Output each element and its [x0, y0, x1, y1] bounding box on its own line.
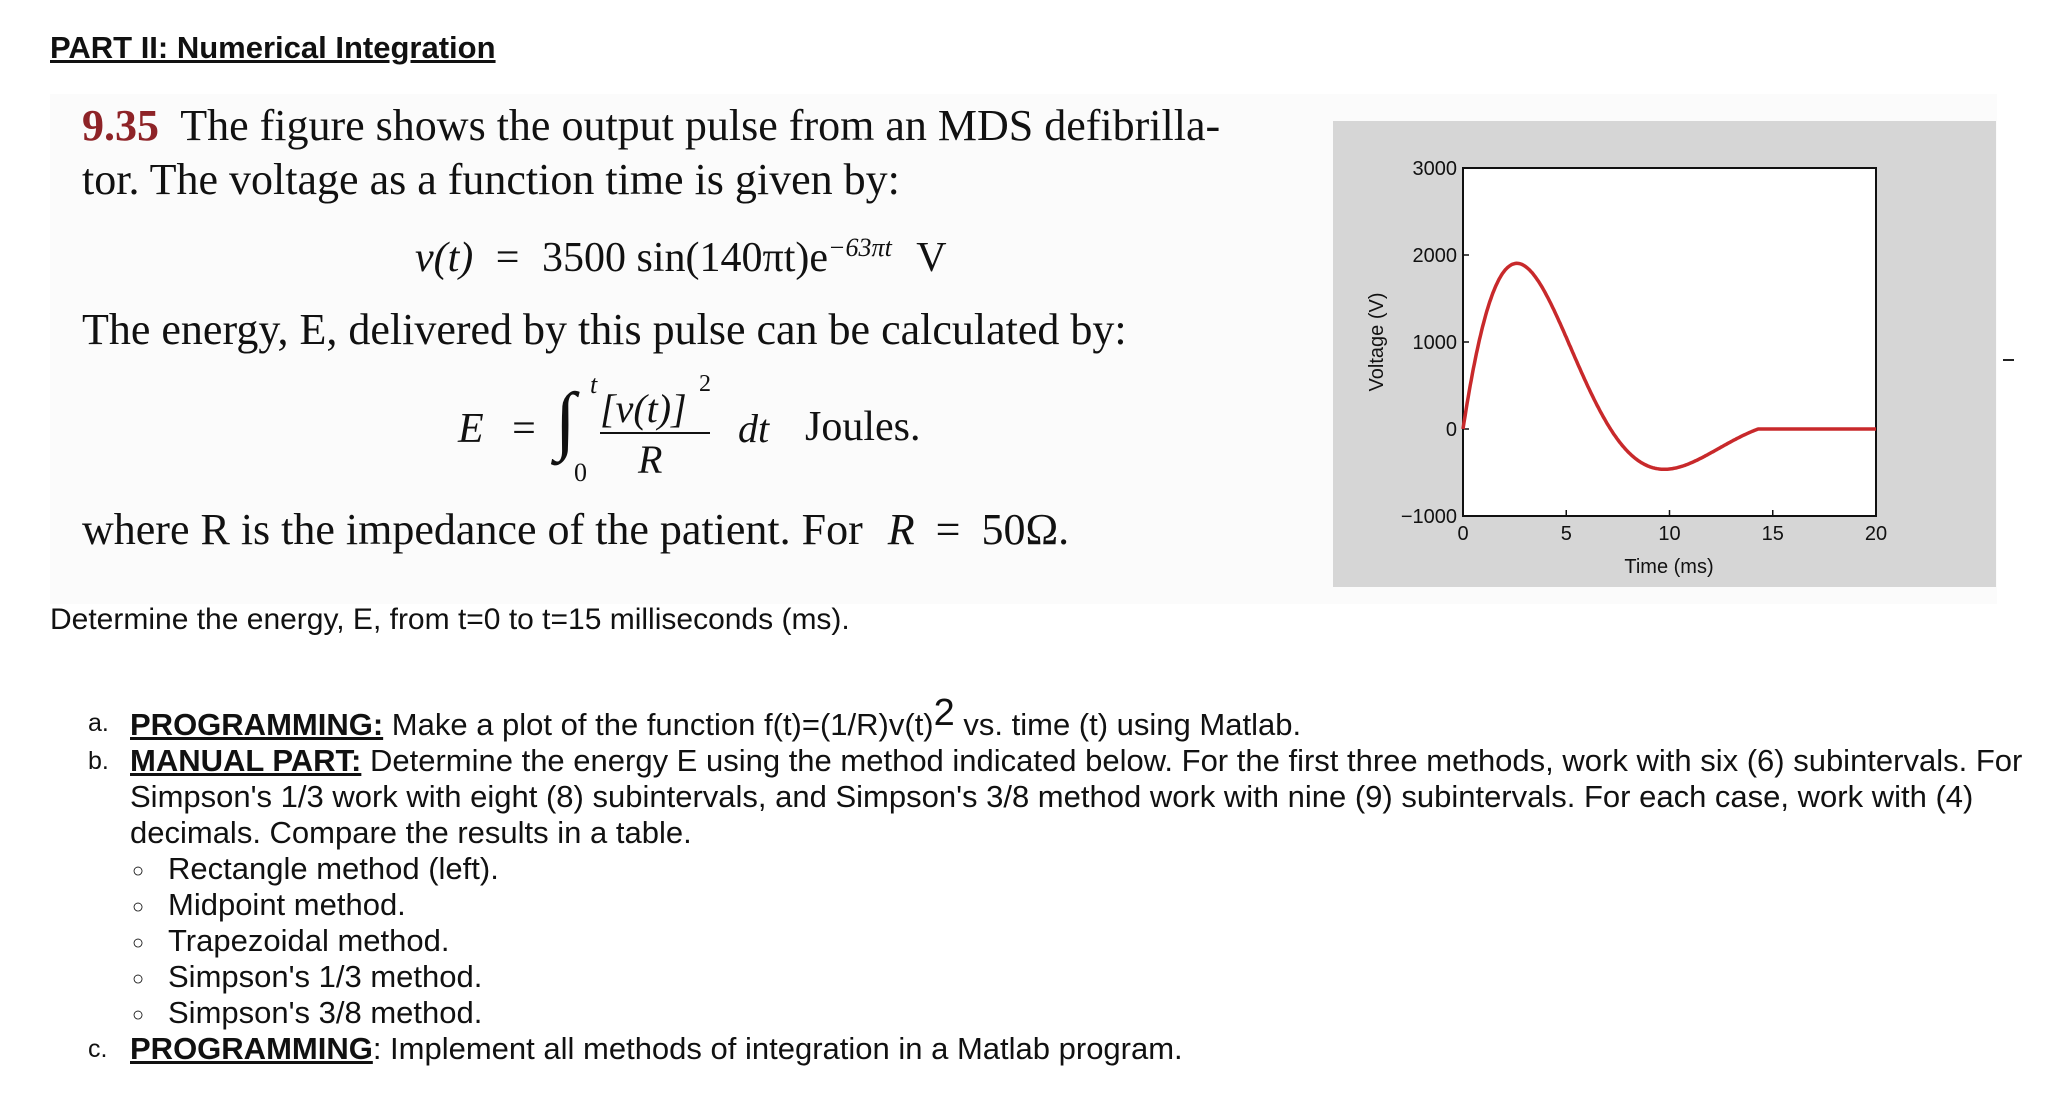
task-b-text: Determine the energy E using the method indicated below. For the first three methods, work with six (6) subintervals. For Simpson's 1/3 work with eight (8) subintervals, and Simpson's 3/8 method work with nine (9) subintervals. For each case, work with (4) decimals. Compare the results in a table. [130, 743, 2023, 850]
integrand-exponent: 2 [699, 371, 711, 397]
task-b-head: MANUAL PART: [130, 743, 362, 778]
energy-eq-equals: = [512, 406, 536, 452]
energy-line: The energy, E, delivered by this pulse can be calculated by: [82, 305, 1127, 354]
plot-area [1463, 168, 1876, 516]
integral-upper-limit: t [590, 370, 598, 399]
x-tick-label: 20 [1864, 523, 1888, 545]
where-r: R [887, 505, 915, 554]
voltage-eq-rhs: 3500 sin(140πt)e [541, 235, 828, 281]
y-tick-label: −1000 [1400, 506, 1457, 528]
integral-sign: ∫ [555, 378, 576, 462]
integrand-numerator-text: [v(t)] [600, 386, 687, 431]
task-b-letter: b. [88, 747, 109, 775]
where-equals: = [935, 505, 961, 554]
integrand-denominator: R [638, 437, 663, 482]
task-c-letter: c. [88, 1035, 108, 1063]
stray-tick-mark [2003, 359, 2014, 361]
x-tick-label: 15 [1761, 523, 1784, 545]
where-line [82, 504, 1069, 555]
problem-intro-line1 [82, 100, 1220, 151]
task-a-head: PROGRAMMING: [130, 707, 384, 742]
where-value: 50Ω. [981, 505, 1070, 554]
integral-lower-limit: 0 [574, 458, 587, 487]
voltage-eq-unit: V [916, 235, 947, 281]
y-tick-label: 1000 [1412, 332, 1457, 354]
task-c-head: PROGRAMMING [130, 1031, 373, 1066]
x-tick-label: 10 [1658, 523, 1681, 545]
task-c-text: : Implement all methods of integration in a Matlab program. [372, 1031, 1183, 1066]
y-tick-label: 2000 [1412, 245, 1457, 267]
where-line-text: where R is the impedance of the patient. For [82, 505, 863, 554]
energy-eq-lhs [458, 405, 536, 453]
task-c [88, 1031, 2048, 1067]
integrand-dt: dt [738, 406, 770, 451]
task-b [88, 743, 2048, 851]
task-a-superscript: 2 [933, 692, 955, 734]
x-tick-label: 0 [1457, 523, 1469, 545]
energy-eq-e: E [458, 406, 484, 452]
method-item: ○ Rectangle method (left). [168, 851, 2048, 887]
method-item: ○ Midpoint method. [168, 887, 2048, 923]
pulse-chart [1333, 121, 1996, 587]
determine-instruction: Determine the energy, E, from t=0 to t=15 milliseconds (ms). [50, 603, 850, 636]
voltage-equation [415, 233, 947, 282]
method-item: ○ Simpson's 3/8 method. [168, 995, 2048, 1031]
y-axis-label: Voltage (V) [1366, 292, 1388, 392]
task-a [88, 692, 2048, 743]
method-item: ○ Simpson's 1/3 method. [168, 959, 2048, 995]
fraction-bar [600, 432, 710, 434]
y-tick-label: 0 [1445, 419, 1457, 441]
voltage-eq-exponent: −63πt [828, 233, 892, 262]
energy-eq-unit: Joules. [805, 404, 921, 450]
integrand-numerator [600, 385, 687, 432]
problem-number: 9.35 [82, 101, 159, 150]
task-a-text: Make a plot of the function f(t)=(1/R)v(t) [391, 707, 934, 742]
y-tick-label: 3000 [1412, 158, 1457, 180]
x-tick-label: 5 [1560, 523, 1572, 545]
x-axis-label: Time (ms) [1624, 556, 1714, 578]
problem-intro-text1: The figure shows the output pulse from an MDS defibrilla- [180, 101, 1221, 150]
method-list [88, 851, 2048, 1031]
task-list [88, 692, 2048, 1067]
voltage-eq-equals: = [495, 235, 520, 281]
method-item: ○ Trapezoidal method. [168, 923, 2048, 959]
voltage-eq-lhs: v(t) [415, 235, 474, 281]
problem-intro-line2: tor. The voltage as a function time is given by: [82, 155, 900, 204]
task-a-text-end: vs. time (t) using Matlab. [963, 707, 1302, 742]
task-a-letter: a. [88, 709, 109, 737]
part-title: PART II: Numerical Integration [50, 30, 496, 65]
